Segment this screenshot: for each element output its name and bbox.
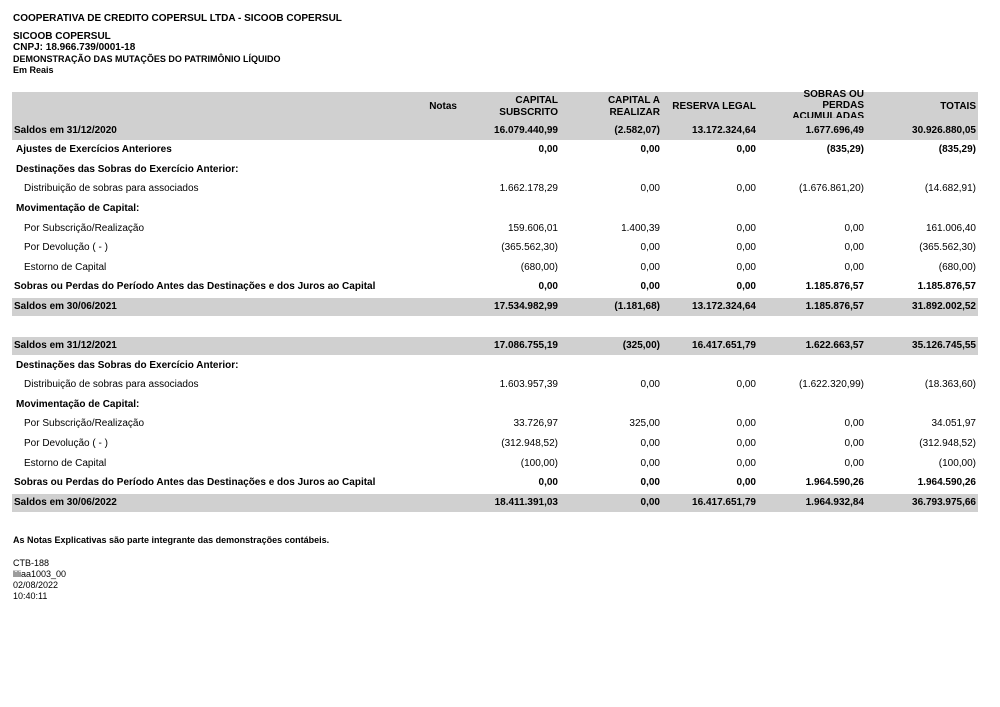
row-label: Sobras ou Perdas do Período Antes das Destinações e dos Juros ao Capital xyxy=(14,477,376,488)
row-value: 0,00 xyxy=(736,242,756,253)
short-name: SICOOB COPERSUL xyxy=(13,31,111,42)
row-value: 0,00 xyxy=(736,144,756,155)
row-value: 1.400,39 xyxy=(621,223,660,234)
row-value: (365.562,30) xyxy=(501,242,558,253)
row-value: 1.964.590,26 xyxy=(805,477,864,488)
row-label: Destinações das Sobras do Exercício Anterior: xyxy=(16,164,239,175)
row-label: Saldos em 30/06/2022 xyxy=(14,497,117,508)
row-value: 13.172.324,64 xyxy=(692,301,756,312)
row-label: Ajustes de Exercícios Anteriores xyxy=(16,144,172,155)
table-row xyxy=(12,455,978,473)
table-row xyxy=(12,180,978,198)
row-value: 13.172.324,64 xyxy=(692,125,756,136)
col-capital-subscrito: CAPITAL SUBSCRITO xyxy=(499,95,558,118)
row-value: (835,29) xyxy=(826,144,864,155)
row-label: Por Subscrição/Realização xyxy=(24,418,145,429)
table-row xyxy=(12,494,978,512)
row-value: 1.185.876,57 xyxy=(917,281,976,292)
row-label: Por Devolução ( - ) xyxy=(24,242,108,253)
row-value: (100,00) xyxy=(938,458,976,469)
row-value: 0,00 xyxy=(538,281,558,292)
row-value: 161.006,40 xyxy=(925,223,976,234)
row-value: (18.363,60) xyxy=(924,379,976,390)
row-value: 0,00 xyxy=(736,379,756,390)
row-label: Saldos em 31/12/2021 xyxy=(14,340,117,351)
row-value: (1.622.320,99) xyxy=(798,379,864,390)
row-value: 159.606,01 xyxy=(507,223,558,234)
row-value: 16.417.651,79 xyxy=(692,497,756,508)
row-value: 1.622.663,57 xyxy=(805,340,864,351)
row-value: 0,00 xyxy=(640,438,660,449)
row-value: 30.926.880,05 xyxy=(912,125,976,136)
row-value: 0,00 xyxy=(844,438,864,449)
row-value: (312.948,52) xyxy=(501,438,558,449)
company-name: COOPERATIVA DE CREDITO COPERSUL LTDA - SICOOB COPERSUL xyxy=(13,13,342,24)
row-value: (325,00) xyxy=(622,340,660,351)
table-row xyxy=(12,220,978,238)
row-value: 0,00 xyxy=(844,262,864,273)
row-value: 0,00 xyxy=(736,477,756,488)
table-row xyxy=(12,474,978,492)
row-value: 1.677.696,49 xyxy=(805,125,864,136)
row-value: 0,00 xyxy=(736,458,756,469)
report-time: 10:40:11 xyxy=(13,591,48,601)
table-row xyxy=(12,141,978,159)
row-value: 0,00 xyxy=(640,458,660,469)
row-value: 325,00 xyxy=(629,418,660,429)
row-value: 35.126.745,55 xyxy=(912,340,976,351)
row-value: 0,00 xyxy=(640,379,660,390)
cnpj: CNPJ: 18.966.739/0001-18 xyxy=(13,42,136,53)
row-value: (312.948,52) xyxy=(919,438,976,449)
row-value: 1.662.178,29 xyxy=(499,183,558,194)
row-value: 0,00 xyxy=(640,262,660,273)
currency-note: Em Reais xyxy=(13,65,54,75)
row-value: 17.086.755,19 xyxy=(494,340,558,351)
row-value: 33.726,97 xyxy=(513,418,558,429)
row-label: Estorno de Capital xyxy=(24,262,107,273)
row-value: 0,00 xyxy=(736,281,756,292)
row-value: 0,00 xyxy=(736,418,756,429)
table-row xyxy=(12,435,978,453)
row-value: (1.676.861,20) xyxy=(798,183,864,194)
row-value: 34.051,97 xyxy=(931,418,976,429)
table-row xyxy=(12,239,978,257)
row-value: 0,00 xyxy=(736,262,756,273)
row-value: 16.079.440,99 xyxy=(494,125,558,136)
row-value: (1.181,68) xyxy=(614,301,660,312)
table-row xyxy=(12,259,978,277)
row-value: 18.411.391,03 xyxy=(494,497,558,508)
row-value: 0,00 xyxy=(640,477,660,488)
row-value: 0,00 xyxy=(844,242,864,253)
row-value: 0,00 xyxy=(640,183,660,194)
report-code: CTB-188 xyxy=(13,558,50,568)
col-totais: TOTAIS xyxy=(940,101,976,112)
row-value: 0,00 xyxy=(640,281,660,292)
table-row xyxy=(12,357,978,375)
table-row xyxy=(12,415,978,433)
table-row xyxy=(12,161,978,179)
col-notas: Notas xyxy=(429,101,457,112)
row-value: 31.892.002,52 xyxy=(912,301,976,312)
report-date: 02/08/2022 xyxy=(13,580,59,590)
row-value: (835,29) xyxy=(938,144,976,155)
row-value: (365.562,30) xyxy=(919,242,976,253)
row-value: (680,00) xyxy=(520,262,558,273)
row-value: 0,00 xyxy=(640,242,660,253)
row-value: 0,00 xyxy=(844,223,864,234)
row-value: 1.964.932,84 xyxy=(805,497,864,508)
table-row xyxy=(12,376,978,394)
row-value: 0,00 xyxy=(538,477,558,488)
row-value: 17.534.982,99 xyxy=(494,301,558,312)
row-value: 0,00 xyxy=(736,223,756,234)
col-capital-a-realizar: CAPITAL A REALIZAR xyxy=(607,95,660,118)
row-label: Movimentação de Capital: xyxy=(16,203,140,214)
col-sobras-perdas: SOBRAS OU PERDAS ACUMULADAS xyxy=(792,89,864,118)
table-row xyxy=(12,200,978,218)
row-value: 0,00 xyxy=(736,183,756,194)
row-value: 1.185.876,57 xyxy=(805,281,864,292)
row-label: Distribuição de sobras para associados xyxy=(24,183,199,194)
row-value: 1.603.957,39 xyxy=(499,379,558,390)
report-user: liliaa1003_00 xyxy=(13,569,67,579)
row-value: 0,00 xyxy=(844,418,864,429)
row-value: 0,00 xyxy=(640,497,660,508)
row-value: 0,00 xyxy=(538,144,558,155)
table-row xyxy=(12,278,978,296)
row-value: (100,00) xyxy=(520,458,558,469)
row-label: Destinações das Sobras do Exercício Anterior: xyxy=(16,360,239,371)
statement-title: DEMONSTRAÇÃO DAS MUTAÇÕES DO PATRIMÔNIO LÍQUIDO xyxy=(13,54,281,64)
row-label: Estorno de Capital xyxy=(24,458,107,469)
row-value: (680,00) xyxy=(938,262,976,273)
row-value: (2.582,07) xyxy=(614,125,660,136)
row-label: Distribuição de sobras para associados xyxy=(24,379,199,390)
explanatory-note: As Notas Explicativas são parte integrante das demonstrações contábeis. xyxy=(13,535,330,545)
row-value: 0,00 xyxy=(844,458,864,469)
column-header-bar xyxy=(12,89,978,122)
row-value: 0,00 xyxy=(640,144,660,155)
row-value: 1.185.876,57 xyxy=(805,301,864,312)
row-value: 16.417.651,79 xyxy=(692,340,756,351)
row-label: Saldos em 30/06/2021 xyxy=(14,301,117,312)
col-reserva-legal: RESERVA LEGAL xyxy=(672,101,756,112)
table-row xyxy=(12,122,978,140)
table-row xyxy=(12,396,978,414)
row-value: 0,00 xyxy=(736,438,756,449)
row-label: Saldos em 31/12/2020 xyxy=(14,125,117,136)
row-label: Movimentação de Capital: xyxy=(16,399,140,410)
row-value: (14.682,91) xyxy=(924,183,976,194)
row-label: Por Devolução ( - ) xyxy=(24,438,108,449)
row-value: 1.964.590,26 xyxy=(917,477,976,488)
row-label: Sobras ou Perdas do Período Antes das Destinações e dos Juros ao Capital xyxy=(14,281,376,292)
table-row xyxy=(12,337,978,355)
table-row xyxy=(12,298,978,316)
row-label: Por Subscrição/Realização xyxy=(24,223,145,234)
row-value: 36.793.975,66 xyxy=(912,497,976,508)
